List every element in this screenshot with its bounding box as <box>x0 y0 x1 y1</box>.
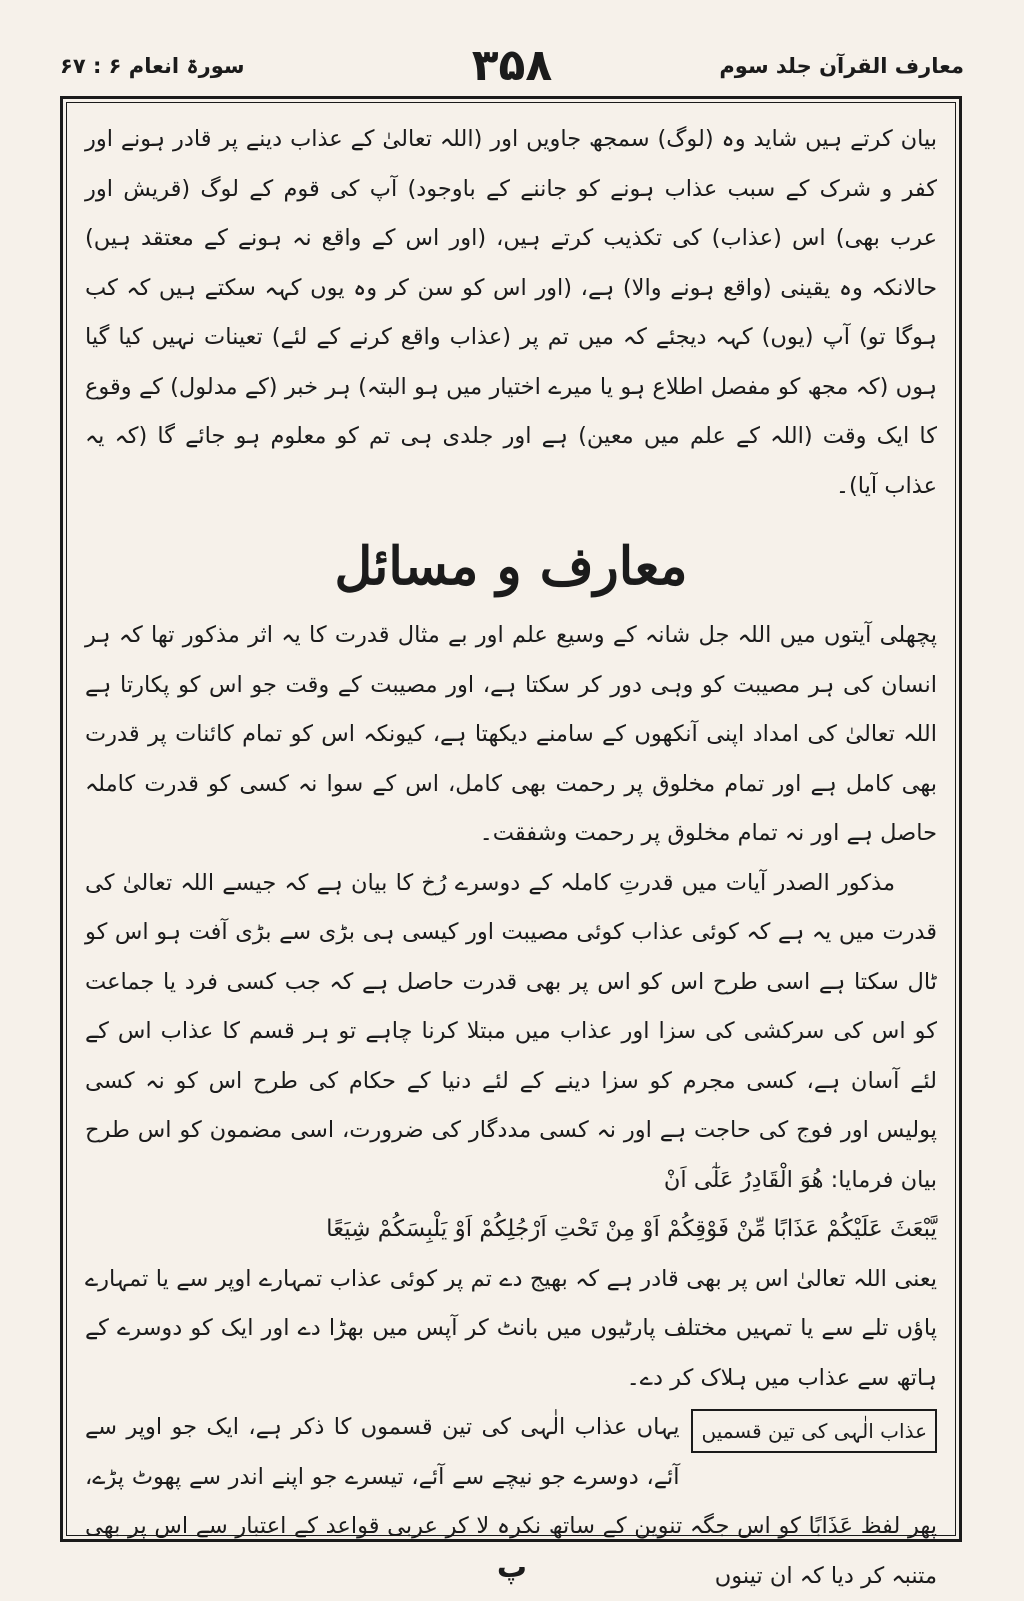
footer-mark: پ <box>496 1550 528 1585</box>
side-note-box: عذاب الٰہی کی تین قسمیں <box>691 1409 937 1453</box>
text-frame <box>60 96 962 1589</box>
body-paragraph: یہاں عذاب الٰہی کی تین قسموں کا ذکر ہے، ایک جو اوپر سے آئے، دوسرے جو نیچے سے آئے، تیسرے جو اپنے اندر سے پھوٹ پڑے، پھر لفظ عَذَابًا کو اس جگہ تنوین کے ساتھ نکرہ لا کر عربی قواعد کے اعتبار سے اس پر بھی متنبہ کر دیا کہ ان تینوں <box>85 1414 937 1589</box>
section-heading: معارف و مسائل <box>334 536 688 597</box>
arabic-verse: يَّبْعَثَ عَلَيْكُمْ عَذَابًا مِّنْ فَوْقِكُمْ اَوْ مِنْ تَحْتِ اَرْجُلِكُمْ اَوْ يَلْبِسَكُمْ شِيَعًا <box>326 1216 937 1242</box>
tafsir-paragraph: بیان کرتے ہیں شاید وہ (لوگ) سمجھ جاویں اور (اللہ تعالیٰ کے عذاب دینے پر قادر ہونے اور کفر و شرک کے سبب عذاب ہونے کو جاننے کے باوجود) آپ کی قوم کے لوگ (قریش اور عرب بھی) اس (عذاب) کی تکذیب کرتے ہیں، (اور اس کے واقع نہ ہونے کے معتقد ہیں) حالانکہ وہ یقینی (واقع ہونے والا) ہے، (اور اس کو سن کر وہ یوں کہہ سکتے ہیں کہ کب ہوگا تو) آپ (یوں) کہہ دیجئے کہ میں تم پر (عذاب واقع کرنے کے لئے) تعینات نہیں کیا گیا ہوں (کہ مجھ کو مفصل اطلاع ہو یا میرے اختیار میں ہو البتہ) ہر خبر (کے مدلول) کے وقوع کا ایک وقت (اللہ کے علم میں معین) ہے اور جلدی ہی تم کو معلوم ہو جائے گا (کہ یہ عذاب آیا)۔ <box>85 126 937 499</box>
body-paragraph: مذکور الصدر آیات میں قدرتِ کاملہ کے دوسرے رُخ کا بیان ہے کہ جیسے اللہ تعالیٰ کی قدرت میں یہ ہے کہ کوئی عذاب کوئی مصیبت اور کیسی ہی بڑی سے بڑی آفت ہو اس کو ٹال سکتا ہے اسی طرح اس کو اس پر بھی قدرت حاصل ہے کہ جب کسی فرد یا جماعت کو اس کی سرکشی کی سزا اور عذاب میں مبتلا کرنا چاہے تو ہر قسم کا عذاب اس کے لئے آسان ہے، کسی مجرم کو سزا دینے کے لئے دنیا کے حکام کی طرح اس کو نہ کسی پولیس اور فوج کی حاجت ہے اور نہ کسی مددگار کی ضرورت، اسی مضمون کو اس طرح بیان فرمایا: هُوَ الْقَادِرُ عَلٰٓی اَنْ <box>85 869 937 1193</box>
page-header <box>60 38 964 98</box>
book-title: معارف القرآن جلد سوم <box>719 54 964 78</box>
surah-reference: سورۃ انعام ۶ : ۶۷ <box>60 54 245 78</box>
page-number: ۳۵۸ <box>471 40 553 91</box>
page-content <box>85 115 937 1589</box>
body-paragraph: یعنی اللہ تعالیٰ اس پر بھی قادر ہے کہ بھیج دے تم پر کوئی عذاب تمہارے اوپر سے یا تمہارے پاؤں تلے سے یا تمہیں مختلف پارٹیوں میں بانٹ کر آپس میں بھڑا دے اور ایک کو دوسرے کے ہاتھ سے عذاب میں ہلاک کر دے۔ <box>85 1265 937 1391</box>
body-paragraph: پچھلی آیتوں میں اللہ جل شانہ کے وسیع علم اور بے مثال قدرت کا یہ اثر مذکور تھا کہ ہر انسان کی ہر مصیبت کو وہی دور کر سکتا ہے، اور مصیبت کے وقت جو اس کو پکارتا ہے اللہ تعالیٰ کی امداد اپنی آنکھوں کے سامنے دیکھتا ہے، کیونکہ اس کو تمام کائنات پر قدرت بھی کامل ہے اور تمام مخلوق پر رحمت بھی کامل، اس کے سوا نہ کسی کو قدرت کاملہ حاصل ہے اور نہ تمام مخلوق پر رحمت وشفقت۔ <box>85 622 937 846</box>
